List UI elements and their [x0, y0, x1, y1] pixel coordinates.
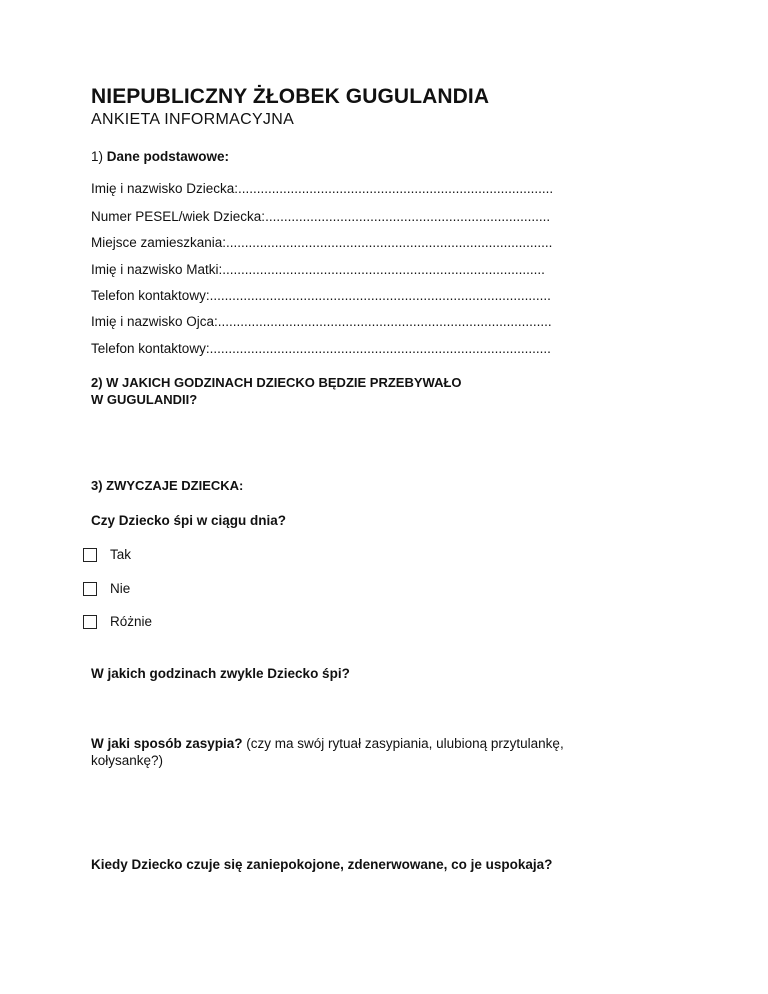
field-dots: .........................................................................................: [217, 314, 552, 329]
question-fall-asleep-line2: kołysankę?): [91, 753, 164, 768]
page-title: NIEPUBLICZNY ŻŁOBEK GUGULANDIA: [91, 85, 490, 108]
field-mother-phone[interactable]: [91, 287, 551, 304]
field-child-name[interactable]: [91, 180, 553, 197]
field-dots: ............................................................................: [265, 209, 551, 224]
field-label: Imię i nazwisko Ojca:: [91, 314, 218, 329]
section-2-heading-line1: 2) W JAKICH GODZINACH DZIECKO BĘDZIE PRZEBYWAŁO: [91, 375, 462, 390]
field-label: Imię i nazwisko Matki:: [91, 262, 223, 277]
field-father-phone[interactable]: [91, 340, 551, 357]
question-upset: Kiedy Dziecko czuje się zaniepokojone, zdenerwowane, co je uspokaja?: [91, 857, 553, 872]
section-1-heading: [91, 148, 229, 165]
question-daytime-sleep: Czy Dziecko śpi w ciągu dnia?: [91, 513, 287, 528]
option-nie-label: Nie: [110, 581, 131, 596]
checkbox-tak[interactable]: [83, 548, 97, 562]
field-label: Imię i nazwisko Dziecka:: [91, 181, 239, 196]
field-dots: ...........................................................................................: [209, 288, 551, 303]
section-1-number: 1): [91, 149, 104, 164]
section-2-heading-line2: W GUGULANDII?: [91, 392, 198, 407]
option-tak[interactable]: [83, 546, 131, 563]
field-dots: ...........................................................................................: [209, 341, 551, 356]
field-label: Numer PESEL/wiek Dziecka:: [91, 209, 266, 224]
option-nie[interactable]: [83, 580, 130, 597]
checkbox-roznie[interactable]: [83, 615, 97, 629]
option-roznie[interactable]: [83, 613, 152, 630]
question-fall-asleep-rest: (czy ma swój rytuał zasypiania, ulubioną przytulankę,: [242, 736, 564, 751]
question-fall-asleep: [91, 735, 564, 753]
section-3-heading: 3) ZWYCZAJE DZIECKA:: [91, 478, 244, 493]
field-pesel-age[interactable]: [91, 208, 550, 225]
field-dots: ......................................................................................: [222, 262, 545, 277]
checkbox-nie[interactable]: [83, 582, 97, 596]
field-dots: .......................................................................................: [226, 235, 553, 250]
field-father-name[interactable]: [91, 313, 552, 330]
section-1-title: Dane podstawowe:: [106, 149, 230, 164]
option-tak-label: Tak: [110, 547, 132, 562]
field-label: Telefon kontaktowy:: [91, 341, 210, 356]
field-label: Miejsce zamieszkania:: [91, 235, 227, 250]
field-residence[interactable]: [91, 234, 552, 251]
question-fall-asleep-bold: W jaki sposób zasypia?: [91, 736, 243, 751]
question-sleep-hours: W jakich godzinach zwykle Dziecko śpi?: [91, 666, 350, 681]
field-label: Telefon kontaktowy:: [91, 288, 210, 303]
field-dots: ....................................................................................: [238, 181, 554, 196]
field-mother-name[interactable]: [91, 261, 545, 278]
option-roznie-label: Różnie: [110, 614, 153, 629]
page-subtitle: ANKIETA INFORMACYJNA: [91, 111, 295, 128]
